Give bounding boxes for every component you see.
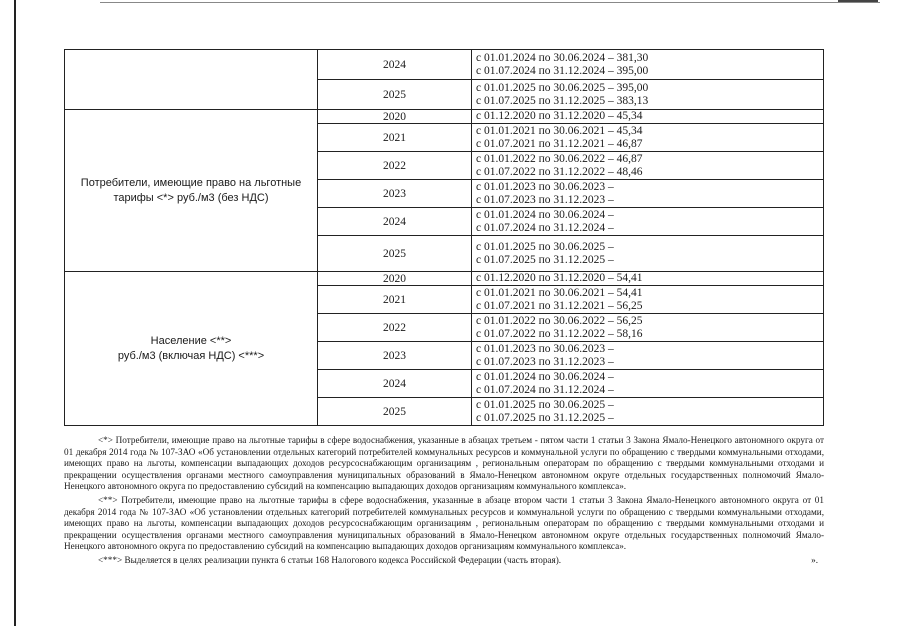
tariff-cell [472, 342, 824, 370]
tariff-cell [472, 124, 824, 152]
tariff-line: с 01.07.2025 по 31.12.2025 – [476, 253, 614, 266]
year-cell: 2022 [318, 152, 472, 180]
footnote-population: <**> Потребители, имеющие право на льготные тарифы в сфере водоснабжения, указанные в абзаце втором части 1 статьи 3 Закона Ямало-Ненецкого автономного округа от 01 декабря 2014 года № 107-ЗАО «Об установлении отдельных категорий потребителей коммунальных ресурсов и коммунальной услуги по обращению с твердыми коммунальными отходами, имеющих право на льготы, компенсации выпадающих доходов ресурсоснабжающим организациям , региональным операторам по обращению с твердыми коммунальными отходами и прекращении осуществления органами местного самоуправления муниципальных образований в Ямало-Ненецком автономном округе отдельных государственных полномочий Ямало-Ненецкого автономного округа по предоставлению субсидий на компенсацию выпадающих доходов организациям коммунального комплекса». [64, 494, 824, 552]
tariff-line: с 01.07.2023 по 31.12.2023 – [476, 193, 614, 206]
tariff-cell [472, 286, 824, 314]
scan-top-edge [100, 2, 880, 3]
year-cell: 2025 [318, 80, 472, 110]
tariff-line: с 01.07.2021 по 31.12.2021 – 56,25 [476, 299, 643, 312]
tariff-line: с 01.01.2022 по 30.06.2022 – 56,25 [476, 315, 643, 327]
tariff-line: с 01.07.2025 по 31.12.2025 – [476, 411, 614, 424]
tariff-line: с 01.01.2021 по 30.06.2021 – 45,34 [476, 125, 643, 137]
tariff-line: с 01.01.2023 по 30.06.2023 – [476, 181, 614, 193]
year-cell: 2024 [318, 370, 472, 398]
year-cell: 2025 [318, 236, 472, 272]
tariff-line: с 01.07.2022 по 31.12.2022 – 48,46 [476, 165, 643, 178]
tariff-line: с 01.01.2021 по 30.06.2021 – 54,41 [476, 287, 643, 299]
year-cell: 2020 [318, 110, 472, 124]
category-title: Население <**> [150, 334, 232, 347]
table-row [65, 272, 824, 286]
tariff-line: с 01.01.2024 по 30.06.2024 – 381,30 [476, 52, 649, 64]
year-cell: 2023 [318, 342, 472, 370]
footnote-vat [64, 555, 824, 567]
year-cell: 2024 [318, 50, 472, 80]
tariff-line: с 01.01.2022 по 30.06.2022 – 46,87 [476, 153, 643, 165]
tariff-line: с 01.07.2024 по 31.12.2024 – [476, 383, 614, 396]
year-cell: 2021 [318, 124, 472, 152]
tariff-cell [472, 152, 824, 180]
tariff-line: с 01.07.2024 по 31.12.2024 – 395,00 [476, 64, 649, 77]
scan-left-edge [14, 0, 16, 626]
year-cell: 2025 [318, 398, 472, 426]
tariff-cell [472, 80, 824, 110]
table-row [65, 110, 824, 124]
year-cell: 2021 [318, 286, 472, 314]
tariff-line: с 01.01.2024 по 30.06.2024 – [476, 209, 614, 221]
footnote-preferential: <*> Потребители, имеющие право на льготные тарифы в сфере водоснабжения, указанные в абзацах третьем - пятом части 1 статьи 3 Закона Ямало-Ненецкого автономного округа от 01 декабря 2014 года № 107-ЗАО «Об установлении отдельных категорий потребителей коммунальных ресурсов и коммунальной услуги по обращению с твердыми коммунальными отходами, имеющих право на льготы, компенсации выпадающих доходов ресурсоснабжающим организациям , региональным операторам по обращению с твердыми коммунальными отходами и прекращении осуществления органами местного самоуправления муниципальных образований в Ямало-Ненецком автономном округе отдельных государственных полномочий Ямало-Ненецкого автономного округа по предоставлению субсидий на компенсацию выпадающих доходов организациям коммунального комплекса». [64, 435, 824, 492]
tariff-line: с 01.01.2025 по 30.06.2025 – 395,00 [476, 82, 649, 94]
tariff-cell [472, 50, 824, 80]
tariff-line: с 01.07.2024 по 31.12.2024 – [476, 221, 614, 234]
tariff-cell [472, 314, 824, 342]
category-unit: руб./м3 (включая НДС) <***> [117, 349, 265, 362]
footnote-vat-text: <***> Выделяется в целях реализации пункта 6 статьи 168 Налогового кодекса Российской Федерации (часть вторая). [98, 554, 562, 565]
tariff-line: с 01.07.2025 по 31.12.2025 – 383,13 [476, 94, 649, 107]
tariff-cell [472, 272, 824, 286]
tariff-cell [472, 398, 824, 426]
tariff-line: с 01.07.2022 по 31.12.2022 – 58,16 [476, 327, 643, 340]
tariff-table [64, 49, 824, 426]
scan-corner-mark [838, 0, 878, 2]
category-preferential: Потребители, имеющие право на льготные тарифы <*> руб./м3 (без НДС) [65, 110, 318, 272]
tariff-line: с 01.07.2021 по 31.12.2021 – 46,87 [476, 137, 643, 150]
tariff-cell [472, 110, 824, 124]
tariff-line: с 01.01.2023 по 30.06.2023 – [476, 343, 614, 355]
tariff-line: с 01.12.2020 по 31.12.2020 – 45,34 [476, 110, 643, 123]
tariff-line: с 01.01.2024 по 30.06.2024 – [476, 371, 614, 383]
tariff-cell [472, 236, 824, 272]
year-cell: 2023 [318, 180, 472, 208]
tariff-cell [472, 208, 824, 236]
tariff-cell [472, 180, 824, 208]
tariff-line: с 01.01.2025 по 30.06.2025 – [476, 241, 614, 253]
year-cell: 2024 [318, 208, 472, 236]
closing-quote: ». [811, 554, 818, 565]
tariff-cell [472, 370, 824, 398]
table-row [65, 50, 824, 80]
tariff-line: с 01.07.2023 по 31.12.2023 – [476, 355, 614, 368]
category-cell-continued [65, 50, 318, 110]
year-cell: 2022 [318, 314, 472, 342]
year-cell: 2020 [318, 272, 472, 286]
category-population [65, 272, 318, 426]
tariff-line: с 01.12.2020 по 31.12.2020 – 54,41 [476, 272, 643, 285]
footnotes [64, 435, 824, 569]
tariff-line: с 01.01.2025 по 30.06.2025 – [476, 399, 614, 411]
